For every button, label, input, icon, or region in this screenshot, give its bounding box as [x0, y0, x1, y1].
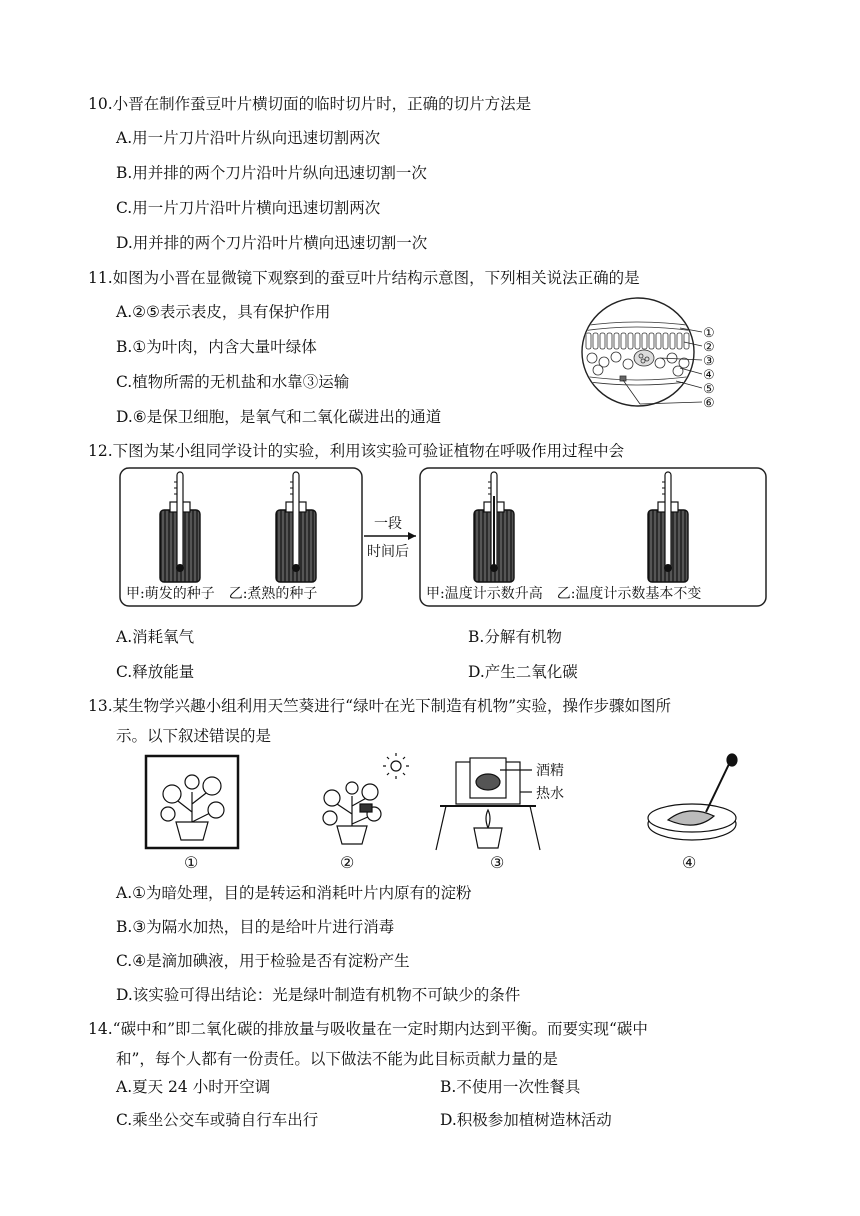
q12-option-c: C.释放能量 — [116, 663, 195, 681]
q13-option-c: C.④是滴加碘液，用于检验是否有淀粉产生 — [116, 952, 410, 970]
q14-stem-line1: 14.“碳中和”即二氧化碳的排放量与吸收量在一定时期内达到平衡。而要实现“碳中 — [88, 1020, 648, 1038]
respiration-experiment-figure — [118, 466, 768, 610]
q13-stem-line2: 示。以下叙述错误的是 — [116, 727, 272, 745]
q14-stem-line2: 和”，每个人都有一份责任。以下做法不能为此目标贡献力量的是 — [116, 1050, 558, 1068]
q14-option-c: C.乘坐公交车或骑自行车出行 — [116, 1111, 319, 1129]
label-hot-water: 热水 — [536, 786, 564, 802]
right-box-caption: 甲:温度计示数升高 乙:温度计示数基本不变 — [426, 586, 702, 602]
arrow-label-top: 一段 — [374, 516, 402, 532]
q10-option-b: B.用并排的两个刀片沿叶片纵向迅速切割一次 — [116, 164, 427, 182]
left-box-caption: 甲:萌发的种子 乙:煮熟的种子 — [126, 586, 318, 602]
q14-option-d: D.积极参加植树造林活动 — [440, 1111, 612, 1129]
step-3-label: ③ — [490, 853, 505, 872]
step-2-label: ② — [340, 853, 355, 872]
q11-option-b: B.①为叶肉，内含大量叶绿体 — [116, 338, 317, 356]
q14-option-b: B.不使用一次性餐具 — [440, 1078, 581, 1096]
q11-stem: 11.如图为小晋在显微镜下观察到的蚕豆叶片结构示意图，下列相关说法正确的是 — [88, 269, 640, 287]
label-alcohol: 酒精 — [536, 763, 564, 779]
q13-option-a: A.①为暗处理，目的是转运和消耗叶片内原有的淀粉 — [116, 884, 472, 902]
q13-option-b: B.③为隔水加热，目的是给叶片进行消毒 — [116, 918, 395, 936]
step-4-label: ④ — [682, 853, 697, 872]
leaf-label-2: ② — [703, 340, 715, 355]
step-1-label: ① — [184, 853, 199, 872]
leaf-label-5: ⑤ — [703, 382, 715, 397]
q10-stem: 10.小晋在制作蚕豆叶片横切面的临时切片时，正确的切片方法是 — [88, 95, 532, 113]
q11-option-c: C.植物所需的无机盐和水靠③运输 — [116, 373, 350, 391]
q10-option-c: C.用一片刀片沿叶片横向迅速切割两次 — [116, 199, 381, 217]
q10-option-d: D.用并排的两个刀片沿叶片横向迅速切割一次 — [116, 234, 428, 252]
q12-option-b: B.分解有机物 — [468, 628, 562, 646]
q14-option-a: A.夏天 24 小时开空调 — [116, 1078, 271, 1096]
leaf-label-6: ⑥ — [703, 396, 715, 411]
q11-option-a: A.②⑤表示表皮，具有保护作用 — [116, 303, 331, 321]
leaf-label-4: ④ — [703, 368, 715, 383]
q13-option-d: D.该实验可得出结论：光是绿叶制造有机物不可缺少的条件 — [116, 986, 521, 1004]
q12-option-d: D.产生二氧化碳 — [468, 663, 578, 681]
leaf-cross-section-figure — [580, 296, 730, 416]
q13-stem-line1: 13.某生物学兴趣小组利用天竺葵进行“绿叶在光下制造有机物”实验，操作步骤如图所 — [88, 697, 672, 715]
leaf-label-1: ① — [703, 326, 715, 341]
starch-experiment-figure — [140, 752, 760, 872]
q10-option-a: A.用一片刀片沿叶片纵向迅速切割两次 — [116, 129, 381, 147]
q11-option-d: D.⑥是保卫细胞，是氧气和二氧化碳进出的通道 — [116, 408, 442, 426]
leaf-label-3: ③ — [703, 354, 715, 369]
arrow-label-bottom: 时间后 — [367, 544, 409, 560]
q12-stem: 12.下图为某小组同学设计的实验，利用该实验可验证植物在呼吸作用过程中会 — [88, 442, 625, 460]
q12-option-a: A.消耗氧气 — [116, 628, 195, 646]
